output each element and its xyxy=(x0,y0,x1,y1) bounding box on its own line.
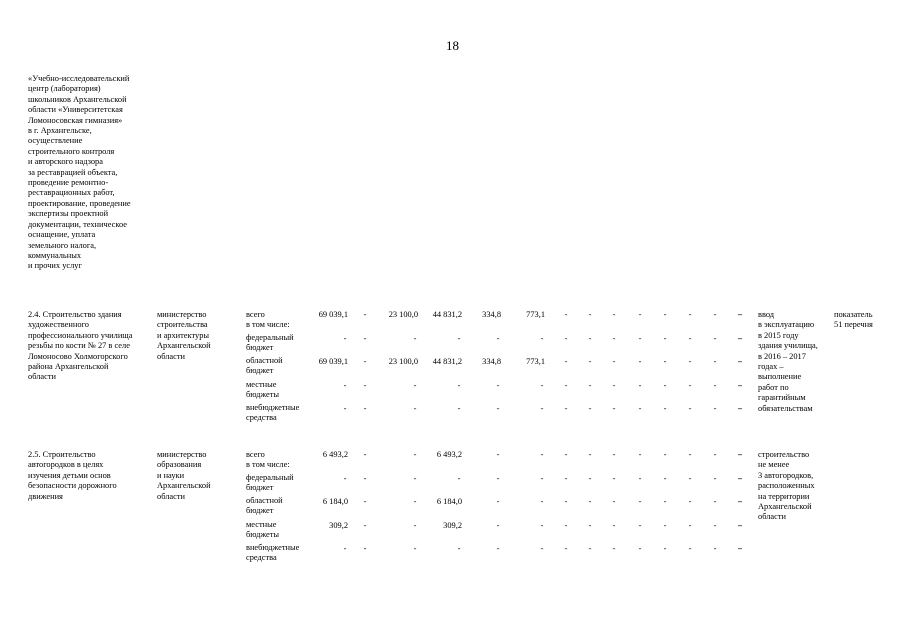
funding-value-cell: - xyxy=(713,381,717,390)
funding-value-cell: 44 831,2 xyxy=(432,310,462,319)
funding-value-cell: - xyxy=(612,404,616,413)
funding-value-cell: - xyxy=(363,474,367,483)
funding-value-cell: - xyxy=(737,544,741,553)
funding-value-cell: - xyxy=(713,404,717,413)
funding-value-cell: - xyxy=(588,310,592,319)
funding-value-cell: - xyxy=(564,334,568,343)
funding-value-cell: - xyxy=(663,450,667,459)
funding-value-cell: - xyxy=(663,404,667,413)
funding-value-cell: - xyxy=(540,334,544,343)
funding-value-cell: - xyxy=(343,334,347,343)
funding-value-cell: - xyxy=(737,357,741,366)
funding-value-cell: - xyxy=(540,474,544,483)
funding-value-cell: - xyxy=(496,381,500,390)
funding-value-cell: - xyxy=(612,357,616,366)
funding-value-cell: - xyxy=(688,357,692,366)
funding-value-cell: - xyxy=(638,474,642,483)
funding-value-cell: - xyxy=(363,310,367,319)
funding-value-cell: - xyxy=(739,474,743,483)
funding-value-cell: - xyxy=(540,544,544,553)
funding-value-cell: - xyxy=(663,521,667,530)
funding-value-cell: - xyxy=(363,450,367,459)
funding-value-cell: - xyxy=(612,310,616,319)
funding-value-cell: 773,1 xyxy=(526,310,545,319)
funding-value-cell: - xyxy=(737,381,741,390)
executor: министерство образования и науки Архангельской области xyxy=(157,450,211,501)
funding-value-cell: - xyxy=(739,521,743,530)
executor: министерство строительства и архитектуры Архангельской области xyxy=(157,310,211,361)
funding-value-cell: - xyxy=(739,357,743,366)
source-label: внебюджетные средства xyxy=(246,403,300,423)
funding-value-cell: - xyxy=(564,310,568,319)
funding-value-cell: - xyxy=(564,497,568,506)
funding-value-cell: - xyxy=(413,497,417,506)
funding-value-cell: - xyxy=(713,357,717,366)
funding-value-cell: - xyxy=(713,497,717,506)
funding-value-cell: 44 831,2 xyxy=(432,357,462,366)
funding-value-cell: - xyxy=(588,357,592,366)
funding-value-cell: - xyxy=(612,497,616,506)
funding-value-cell: - xyxy=(713,450,717,459)
source-label: в том числе: xyxy=(246,320,290,329)
funding-value-cell: - xyxy=(739,334,743,343)
funding-value-cell: - xyxy=(588,474,592,483)
source-label: федеральный бюджет xyxy=(246,333,294,353)
funding-value-cell: 6 493,2 xyxy=(436,450,462,459)
funding-value-cell: - xyxy=(588,334,592,343)
funding-value-cell: - xyxy=(496,497,500,506)
funding-value-cell: - xyxy=(564,544,568,553)
measure-name: 2.4. Строительство здания художественного профессионального училища резьбы по кости № 27 в селе Ломоносово Холмогорского района Архангельской области xyxy=(28,310,133,382)
funding-value-cell: - xyxy=(612,521,616,530)
funding-value-cell: - xyxy=(663,474,667,483)
funding-value-cell: - xyxy=(638,357,642,366)
funding-value-cell: - xyxy=(739,497,743,506)
funding-value-cell: 23 100,0 xyxy=(388,310,418,319)
funding-value-cell: - xyxy=(663,544,667,553)
funding-value-cell: - xyxy=(588,404,592,413)
funding-value-cell: - xyxy=(588,497,592,506)
funding-value-cell: - xyxy=(564,450,568,459)
funding-value-cell: - xyxy=(663,310,667,319)
funding-value-cell: - xyxy=(457,474,461,483)
funding-value-cell: - xyxy=(457,334,461,343)
funding-value-cell: - xyxy=(713,544,717,553)
funding-value-cell: - xyxy=(564,404,568,413)
funding-value-cell: 6 184,0 xyxy=(322,497,348,506)
funding-value-cell: - xyxy=(737,404,741,413)
funding-value-cell: - xyxy=(496,474,500,483)
funding-value-cell: - xyxy=(688,474,692,483)
funding-value-cell: - xyxy=(413,404,417,413)
measure-name: 2.5. Строительство автогородков в целях изучения детьми основ безопасности дорожного движения xyxy=(28,450,117,501)
funding-value-cell: - xyxy=(588,521,592,530)
funding-value-cell: - xyxy=(737,521,741,530)
funding-value-cell: - xyxy=(638,381,642,390)
funding-value-cell: - xyxy=(663,334,667,343)
funding-value-cell: - xyxy=(688,497,692,506)
source-label: всего xyxy=(246,450,265,459)
funding-value-cell: 6 493,2 xyxy=(322,450,348,459)
funding-value-cell: - xyxy=(564,381,568,390)
funding-value-cell: - xyxy=(713,521,717,530)
funding-value-cell: - xyxy=(363,381,367,390)
funding-value-cell: - xyxy=(737,474,741,483)
funding-value-cell: - xyxy=(363,544,367,553)
source-label: местные бюджеты xyxy=(246,380,280,400)
funding-value-cell: - xyxy=(739,381,743,390)
funding-value-cell: - xyxy=(739,404,743,413)
funding-value-cell: - xyxy=(540,497,544,506)
funding-value-cell: - xyxy=(588,381,592,390)
funding-value-cell: - xyxy=(496,404,500,413)
funding-value-cell: - xyxy=(688,544,692,553)
expected-result: ввод в эксплуатацию в 2015 году здания училища, в 2016 – 2017 годах – выполнение работ по гарантийным обязательствам xyxy=(758,310,818,413)
source-label: местные бюджеты xyxy=(246,520,280,540)
funding-value-cell: - xyxy=(612,544,616,553)
source-label: всего xyxy=(246,310,265,319)
source-label: внебюджетные средства xyxy=(246,543,300,563)
funding-value-cell: - xyxy=(413,544,417,553)
funding-value-cell: - xyxy=(612,334,616,343)
funding-value-cell: 309,2 xyxy=(329,521,348,530)
funding-value-cell: - xyxy=(737,497,741,506)
funding-value-cell: - xyxy=(457,404,461,413)
expected-result: строительство не менее 3 автогородков, расположенных на территории Архангельской области xyxy=(758,450,815,522)
funding-value-cell: - xyxy=(638,404,642,413)
funding-value-cell: - xyxy=(343,474,347,483)
funding-value-cell: - xyxy=(540,450,544,459)
funding-value-cell: - xyxy=(496,450,500,459)
funding-value-cell: - xyxy=(638,497,642,506)
funding-value-cell: - xyxy=(363,334,367,343)
funding-value-cell: - xyxy=(413,474,417,483)
funding-value-cell: - xyxy=(737,450,741,459)
funding-value-cell: - xyxy=(363,357,367,366)
funding-value-cell: 23 100,0 xyxy=(388,357,418,366)
funding-value-cell: - xyxy=(688,310,692,319)
funding-value-cell: - xyxy=(612,450,616,459)
funding-value-cell: 6 184,0 xyxy=(436,497,462,506)
continued-measure-name: «Учебно-исследовательский центр (лаборатория) школьников Архангельской области «Университетская Ломоносовская гимназия» в г. Архангельске, осуществление строительного контроля и авторского надзора за реставрацией объекта, проведение ремонтно- реставрационных работ, проектирование, проведение экспертизы проектной документации, техническое оснащение, уплата земельного налога, коммунальных и прочих услуг xyxy=(28,74,131,271)
funding-value-cell: 334,8 xyxy=(482,310,501,319)
funding-value-cell: - xyxy=(688,404,692,413)
funding-value-cell: - xyxy=(713,310,717,319)
source-label: областной бюджет xyxy=(246,496,283,516)
source-label: в том числе: xyxy=(246,460,290,469)
funding-value-cell: - xyxy=(588,544,592,553)
funding-value-cell: - xyxy=(713,474,717,483)
funding-value-cell: - xyxy=(638,334,642,343)
funding-value-cell: 69 039,1 xyxy=(318,357,348,366)
funding-value-cell: - xyxy=(496,521,500,530)
funding-value-cell: - xyxy=(638,544,642,553)
funding-value-cell: - xyxy=(663,381,667,390)
funding-value-cell: - xyxy=(564,474,568,483)
page-number: 18 xyxy=(446,38,459,53)
funding-value-cell: - xyxy=(363,521,367,530)
funding-value-cell: - xyxy=(688,521,692,530)
funding-value-cell: - xyxy=(343,381,347,390)
funding-value-cell: - xyxy=(413,381,417,390)
funding-value-cell: - xyxy=(638,310,642,319)
funding-value-cell: - xyxy=(496,544,500,553)
funding-value-cell: - xyxy=(739,450,743,459)
funding-value-cell: - xyxy=(713,334,717,343)
funding-value-cell: - xyxy=(363,404,367,413)
funding-value-cell: - xyxy=(688,450,692,459)
funding-value-cell: - xyxy=(737,334,741,343)
funding-value-cell: 334,8 xyxy=(482,357,501,366)
funding-value-cell: - xyxy=(638,450,642,459)
funding-value-cell: - xyxy=(363,497,367,506)
funding-value-cell: - xyxy=(588,450,592,459)
funding-value-cell: - xyxy=(343,404,347,413)
funding-value-cell: 773,1 xyxy=(526,357,545,366)
funding-value-cell: 309,2 xyxy=(443,521,462,530)
funding-value-cell: - xyxy=(457,544,461,553)
funding-value-cell: - xyxy=(688,381,692,390)
funding-value-cell: - xyxy=(739,310,743,319)
funding-value-cell: - xyxy=(540,521,544,530)
funding-value-cell: - xyxy=(737,310,741,319)
funding-value-cell: - xyxy=(496,334,500,343)
funding-value-cell: - xyxy=(739,544,743,553)
source-label: областной бюджет xyxy=(246,356,283,376)
funding-value-cell: 69 039,1 xyxy=(318,310,348,319)
target-indicator: показатель 51 перечня xyxy=(834,310,873,330)
funding-value-cell: - xyxy=(663,357,667,366)
funding-value-cell: - xyxy=(638,521,642,530)
funding-value-cell: - xyxy=(540,381,544,390)
funding-value-cell: - xyxy=(612,474,616,483)
source-label: федеральный бюджет xyxy=(246,473,294,493)
funding-value-cell: - xyxy=(413,334,417,343)
funding-value-cell: - xyxy=(688,334,692,343)
funding-value-cell: - xyxy=(612,381,616,390)
funding-value-cell: - xyxy=(564,521,568,530)
funding-value-cell: - xyxy=(413,450,417,459)
funding-value-cell: - xyxy=(540,404,544,413)
funding-value-cell: - xyxy=(663,497,667,506)
funding-value-cell: - xyxy=(564,357,568,366)
funding-value-cell: - xyxy=(457,381,461,390)
funding-value-cell: - xyxy=(413,521,417,530)
funding-value-cell: - xyxy=(343,544,347,553)
